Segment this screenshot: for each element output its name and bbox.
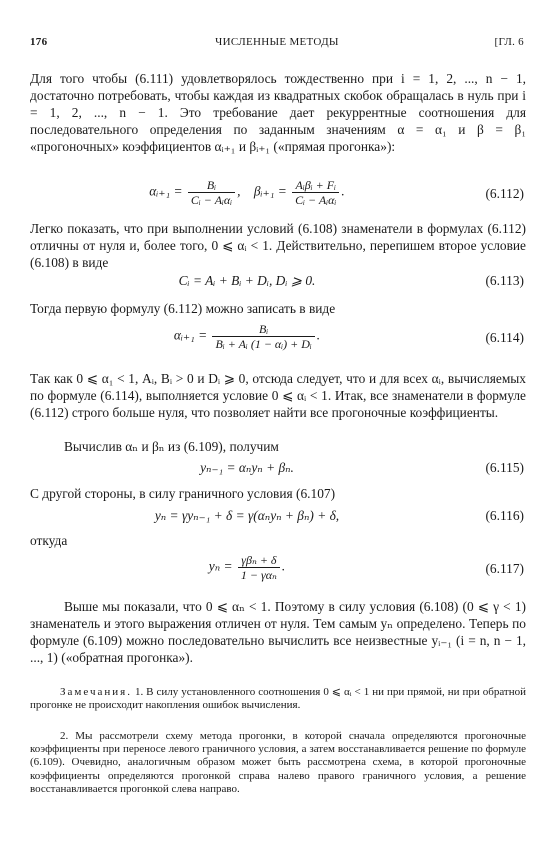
eq116-tag: (6.116)	[485, 508, 524, 523]
eq112-tag: (6.112)	[485, 186, 524, 201]
paragraph-2: Легко показать, что при выполнении условий (6.108) знаменатели в формулах (6.112) отличны от нуля и, более того, 0 ⩽ αᵢ < 1. Действительно, перепишем второе условие (6.108) в виде	[30, 221, 526, 270]
eq112-frac2	[292, 178, 339, 207]
eq117-lhs: yₙ =	[208, 558, 233, 574]
running-header	[30, 36, 524, 54]
eq117-num: γβₙ + δ	[241, 553, 277, 567]
equation-6-117: yₙ = $\frac{\text{γβₙ + δ}}{\text{1 − γαₙ}}$ . (6.117)	[208, 553, 524, 582]
eq114-tag: (6.114)	[485, 330, 524, 345]
eq112-den2: Cᵢ − Aᵢαᵢ	[292, 192, 339, 207]
chapter-label: [ГЛ. 6	[494, 36, 524, 48]
paragraph-7: откуда	[30, 533, 68, 548]
eq116-formula: yₙ = γyₙ₋₁ + δ = γ(αₙyₙ + βₙ) + δ,	[154, 508, 340, 523]
paragraph-1: Для того чтобы (6.111) удовлетворялось тождественно при i = 1, 2, ..., n − 1, достаточно потребовать, чтобы каждая из квадратных скобок обращалась в нуль при i = 1, 2, ..., n − 1. Это требование дает рекуррентные соотношения для последовательного определения по заданным значениям α = α₁ и β = β₁ «прогоночных» коэффициентов αᵢ₊₁ и βᵢ₊₁ («прямая прогонка»):	[30, 71, 526, 154]
paragraph-5: Вычислив αₙ и βₙ из (6.109), получим	[64, 439, 279, 454]
eq117-den: 1 − γαₙ	[238, 567, 280, 582]
eq112-lhs2: βᵢ₊₁ =	[253, 183, 287, 199]
remarks-label: Замечания.	[60, 686, 132, 698]
equation-6-114: αᵢ₊₁ = $\frac{\text{Bᵢ}}{\text{Bᵢ + Aᵢ (1 − αᵢ) + Dᵢ}}$ . (6.114)	[173, 322, 524, 351]
equation-6-116	[30, 508, 524, 528]
eq112-num1: Bᵢ	[206, 178, 217, 192]
paragraph-3: Тогда первую формулу (6.112) можно записать в виде	[30, 301, 336, 316]
eq114-lhs: αᵢ₊₁ =	[173, 327, 208, 343]
running-title: ЧИСЛЕННЫЕ МЕТОДЫ	[215, 36, 339, 48]
remark-2: 2. Мы рассмотрели схему метода прогонки, в которой сначала определяются прогоночные коэффициенты при переносе левого граничного условия, а затем восстанавливается решение по формуле (6.109). Очевидно, аналогичным образом может быть рассмотрена схема, в которой прогоночные коэффициенты определяются прогонкой справа налево правого граничного условия, а решение восстанавливается прогонкой слева направо.	[30, 730, 526, 795]
eq113-formula: Cᵢ = Aᵢ + Bᵢ + Dᵢ, Dᵢ ⩾ 0.	[178, 273, 316, 288]
eq117-tag: (6.117)	[485, 561, 524, 576]
eq113-tag: (6.113)	[485, 273, 524, 288]
paragraph-6: С другой стороны, в силу граничного условия (6.107)	[30, 486, 336, 501]
equation-6-115	[30, 460, 524, 480]
eq114-frac	[212, 322, 314, 351]
remark-1	[30, 686, 526, 712]
eq112-lhs1: αᵢ₊₁ =	[149, 183, 183, 199]
paragraph-8: Выше мы показали, что 0 ⩽ αₙ < 1. Поэтому в силу условия (6.108) (0 ⩽ γ < 1) знаменатель и этого выражения отличен от нуля. Тем самым yₙ определено. Теперь по формуле (6.109) можно последовательно вычислить все неизвестные yᵢ₋₁ (i = n, n − 1, ..., 1) («обратная прогонка»).	[30, 599, 526, 665]
equation-6-112: αᵢ₊₁ = $\frac{\text{Bᵢ}}{\text{Cᵢ − Aᵢαᵢ}}$ , βᵢ₊₁ = $\frac{\text{Aᵢβᵢ + Fᵢ}}{\text{Cᵢ − Aᵢαᵢ}}$ . (6.112)	[149, 178, 524, 207]
eq115-formula: yₙ₋₁ = αₙyₙ + βₙ.	[200, 460, 294, 475]
equation-6-113	[30, 273, 524, 293]
eq112-frac1	[188, 178, 235, 207]
page-number: 176	[30, 36, 48, 48]
eq112-den1: Cᵢ − Aᵢαᵢ	[188, 192, 235, 207]
eq115-tag: (6.115)	[485, 460, 524, 475]
paragraph-4: Так как 0 ⩽ α₁ < 1, Aᵢ, Bᵢ > 0 и Dᵢ ⩾ 0, отсюда следует, что и для всех αᵢ, вычисляемых по формуле (6.114), выполняется условие 0 ⩽ αᵢ < 1. Итак, все знаменатели в формуле (6.112) строго больше нуля, что позволяет найти все прогоночные коэффициенты.	[30, 371, 526, 420]
eq112-num2: Aᵢβᵢ + Fᵢ	[295, 178, 336, 192]
eq117-frac	[238, 553, 280, 582]
eq114-den: Bᵢ + Aᵢ (1 − αᵢ) + Dᵢ	[212, 336, 314, 351]
eq114-num: Bᵢ	[259, 322, 269, 336]
remark-1-text: 1. В силу установленного соотношения 0 ⩽ αᵢ < 1 ни при прямой, ни при обратной прогонке не происходит накопления ошибок вычисления.	[30, 686, 526, 712]
